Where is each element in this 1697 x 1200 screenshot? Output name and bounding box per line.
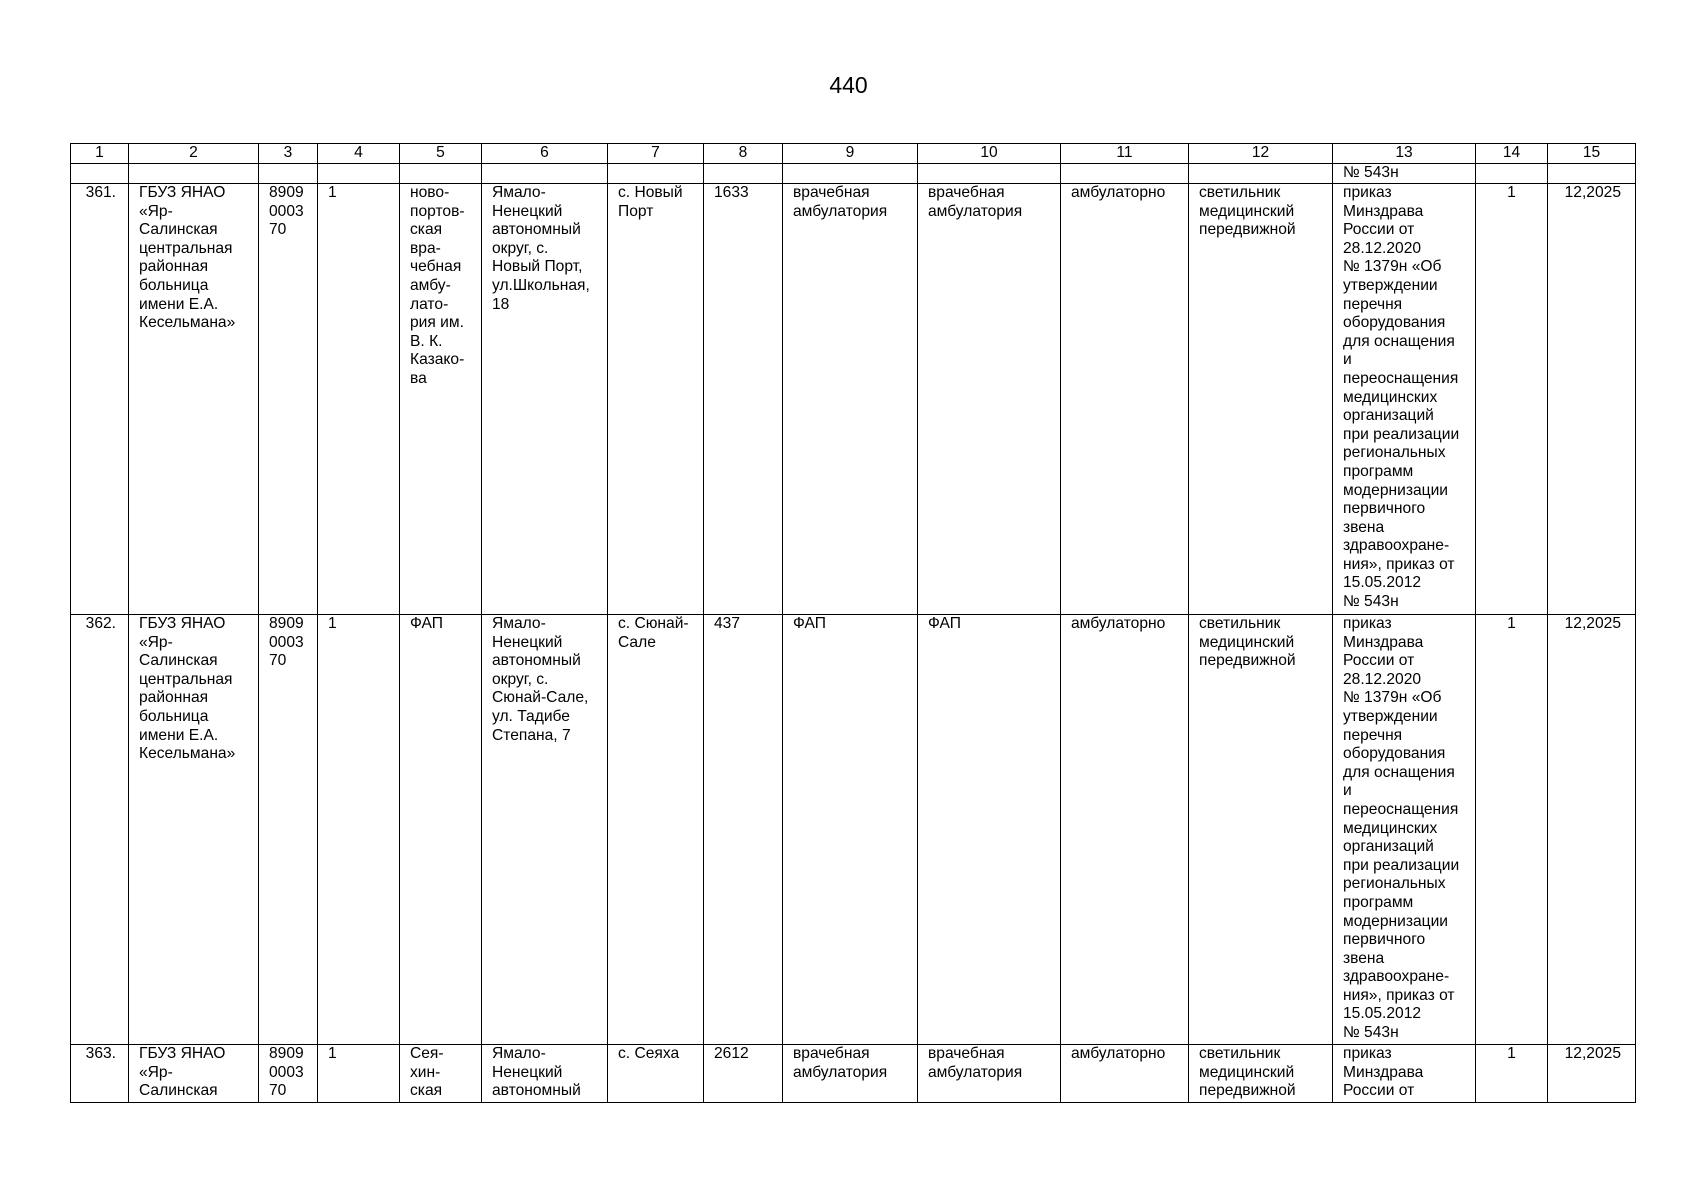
unit-cell: Сея- хин- ская (400, 1045, 482, 1103)
column-header: 10 (918, 144, 1061, 164)
quantity-cell: 1 (1476, 1045, 1548, 1103)
equipment-cell: светильник медицинский передвижной (1189, 1045, 1333, 1103)
locality-cell: с. Новый Порт (608, 184, 704, 615)
col4-cell: 1 (318, 184, 400, 615)
address-cell: Ямало- Ненецкий автономный (482, 1045, 608, 1103)
type-cell: врачебная амбулатория (783, 1045, 918, 1103)
row-number: 362. (71, 615, 129, 1045)
column-header: 12 (1189, 144, 1333, 164)
organization-cell: ГБУЗ ЯНАО «Яр- Салинская (129, 1045, 259, 1103)
organization-cell: ГБУЗ ЯНАО «Яр- Салинская центральная районная больница имени Е.А. Кесельмана» (129, 184, 259, 615)
basis-cell: приказ Минздрава России от 28.12.2020 № 1379н «Об утверждении перечня оборудования для оснащения и переоснащения медицинских организаций при реализации региональных программ модернизации первичного звена здравоохране- ния», приказ от 15.05.2012 № 543н (1333, 184, 1476, 615)
code-cell: 8909 0003 70 (259, 615, 318, 1045)
row-number: 363. (71, 1045, 129, 1103)
unit-cell: ФАП (400, 615, 482, 1045)
type-cell: ФАП (918, 615, 1061, 1045)
type-cell: врачебная амбулатория (783, 184, 918, 615)
date-cell: 12,2025 (1548, 184, 1636, 615)
table-row (71, 184, 1636, 615)
column-header: 14 (1476, 144, 1548, 164)
table-row (71, 615, 1636, 1045)
address-cell: Ямало- Ненецкий автономный округ, с. Сюнай-Сале, ул. Тадибе Степана, 7 (482, 615, 608, 1045)
type-cell: врачебная амбулатория (918, 1045, 1061, 1103)
address-cell: Ямало- Ненецкий автономный округ, с. Новый Порт, ул.Школьная, 18 (482, 184, 608, 615)
column-header: 11 (1061, 144, 1189, 164)
population-cell: 2612 (704, 1045, 783, 1103)
column-header: 7 (608, 144, 704, 164)
column-header: 2 (129, 144, 259, 164)
organization-cell: ГБУЗ ЯНАО «Яр- Салинская центральная районная больница имени Е.А. Кесельмана» (129, 615, 259, 1045)
continuation-row (71, 164, 1636, 184)
quantity-cell: 1 (1476, 184, 1548, 615)
col4-cell: 1 (318, 1045, 400, 1103)
basis-cell: приказ Минздрава России от (1333, 1045, 1476, 1103)
column-header: 4 (318, 144, 400, 164)
mode-cell: амбулаторно (1061, 184, 1189, 615)
unit-cell: ново- портов- ская вра- чебная амбу- лато- рия им. В. К. Казако- ва (400, 184, 482, 615)
population-cell: 1633 (704, 184, 783, 615)
col4-cell: 1 (318, 615, 400, 1045)
equipment-cell: светильник медицинский передвижной (1189, 184, 1333, 615)
column-header: 15 (1548, 144, 1636, 164)
locality-cell: с. Сюнай- Сале (608, 615, 704, 1045)
column-header: 9 (783, 144, 918, 164)
quantity-cell: 1 (1476, 615, 1548, 1045)
equipment-cell: светильник медицинский передвижной (1189, 615, 1333, 1045)
column-header: 3 (259, 144, 318, 164)
type-cell: ФАП (783, 615, 918, 1045)
column-header: 13 (1333, 144, 1476, 164)
type-cell: врачебная амбулатория (918, 184, 1061, 615)
column-header: 5 (400, 144, 482, 164)
column-header: 1 (71, 144, 129, 164)
code-cell: 8909 0003 70 (259, 184, 318, 615)
population-cell: 437 (704, 615, 783, 1045)
mode-cell: амбулаторно (1061, 615, 1189, 1045)
date-cell: 12,2025 (1548, 1045, 1636, 1103)
mode-cell: амбулаторно (1061, 1045, 1189, 1103)
table-row (71, 1045, 1636, 1103)
basis-cell: приказ Минздрава России от 28.12.2020 № 1379н «Об утверждении перечня оборудования для оснащения и переоснащения медицинских организаций при реализации региональных программ модернизации первичного звена здравоохране- ния», приказ от 15.05.2012 № 543н (1333, 615, 1476, 1045)
header-row (71, 144, 1636, 164)
date-cell: 12,2025 (1548, 615, 1636, 1045)
basis-cell: № 543н (1333, 164, 1476, 184)
code-cell: 8909 0003 70 (259, 1045, 318, 1103)
page-number: 440 (829, 72, 868, 98)
row-number: 361. (71, 184, 129, 615)
column-header: 8 (704, 144, 783, 164)
locality-cell: с. Сеяха (608, 1045, 704, 1103)
column-header: 6 (482, 144, 608, 164)
equipment-table (70, 143, 1636, 1103)
